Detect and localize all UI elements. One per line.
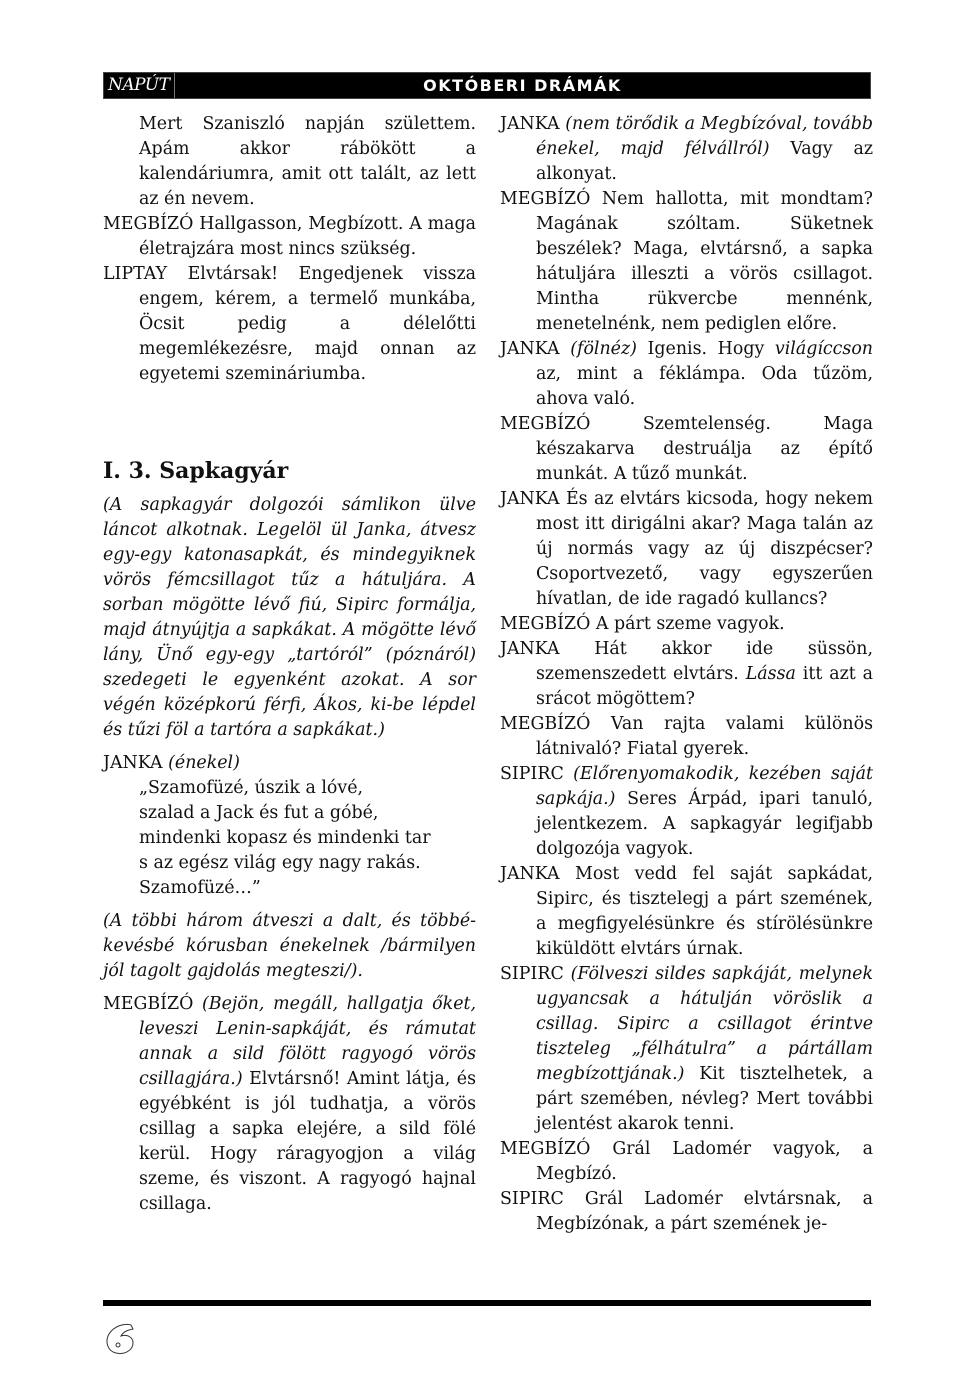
speech-megbizo <box>500 1137 873 1187</box>
speech-text: Grál Ladomér vagyok, a Megbízó. <box>536 1139 873 1184</box>
speaker-name: SIPIRC <box>500 1189 564 1209</box>
left-column <box>103 112 476 1217</box>
speech-megbizo <box>500 187 873 337</box>
speech-text: Elvtársnő! Amint látja, és egyébként is jól tudhatja, a vörös csillag a sapka elejére, a sild fölé kerül. Hogy ráragyogjon a világ szeme, és viszont. A ragyogó hajnal csillaga. <box>139 1069 476 1214</box>
speech-megbizo <box>500 412 873 487</box>
stage-direction-inline: (fölnéz) <box>570 339 637 359</box>
speech-janka <box>500 112 873 187</box>
speaker-name: MEGBÍZÓ <box>103 994 194 1014</box>
stage-direction: (A többi három átveszi a dalt, és többé-kevésbé kórusban énekelnek /bármilyen jól tagolt gajdolás megteszi/). <box>103 911 476 981</box>
song-line: szalad a Jack és fut a góbé, <box>139 803 379 823</box>
speech-text: Igenis. Hogy világíccson az, mint a féklámpa. Oda tűzöm, ahova való. <box>536 339 873 409</box>
speech-janka <box>500 637 873 712</box>
stage-direction-inline: (Bejön, megáll, hallgatja őket, leveszi Lenin-sapkáját, és rámutat annak a sild fölött ragyogó vörös csillagjára.) <box>139 994 476 1089</box>
song-lyrics <box>103 776 476 901</box>
stage-direction-inline: (Előrenyomakodik, kezében saját sapkája.) <box>536 764 874 809</box>
speech-continuation: Mert Szaniszló napján születtem. Apám akkor rábökött a kalendáriumra, amit ott talált, az lett az én nevem. <box>139 114 476 209</box>
speech-text: Nem hallotta, mit mondtam? Magának szóltam. Süketnek beszélek? Maga, elvtársnő, a sapka hátuljára illeszti a vörös csillagot. Mintha rükvercbe mennénk, menetelnénk, nem pediglen előre. <box>536 189 874 334</box>
speech-text: A párt szeme vagyok. <box>595 614 785 634</box>
speech-janka <box>500 487 873 612</box>
speech-text: Szemtelenség. Maga készakarva destruálja az építő munkát. A tűző munkát. <box>536 414 873 484</box>
speech-liptay <box>103 262 476 387</box>
speech-text: És az elvtárs kicsoda, hogy nekem most itt dirigálni akar? Maga talán az új normás vagy az új diszpécser? Csoportvezető, vagy egyszerűen hívatlan, de ide ragadó kullancs? <box>536 489 874 609</box>
footer-rule <box>103 1300 871 1306</box>
speaker-name: MEGBÍZÓ <box>500 189 591 209</box>
stage-direction: (A sapkagyár dolgozói sámlikon ülve láncot alkotnak. Legelöl ül Janka, átvesz egy-egy katonasapkát, és mindegyiknek vörös fémcsillagot tűz a hátuljára. A sorban mögötte lévő fiú, Sipirc formálja, majd átnyújtja a sapkákat. A mögötte lévő lány, Ünő egy-egy „tartóról” (póznáról) szedegeti le egyenként azokat. A sor végén középkorú férfi, Ákos, ki-be lépdel és tűzi föl a tartóra a sapkákat.) <box>103 495 476 740</box>
speaker-name: MEGBÍZÓ <box>500 614 591 634</box>
emphasis: Lássa <box>745 664 796 684</box>
speaker-name: SIPIRC <box>500 964 564 984</box>
speech-megbizo <box>500 612 873 637</box>
speaker-name: JANKA <box>500 864 560 884</box>
stage-direction-inline: (énekel) <box>168 753 240 773</box>
speaker-name: JANKA <box>500 339 560 359</box>
speaker-name: MEGBÍZÓ <box>103 214 194 234</box>
speech-janka <box>500 337 873 412</box>
speech-text: Vagy az alkonyat. <box>536 139 873 184</box>
song-line: „Szamofüzé, úszik a lóvé, <box>139 778 364 798</box>
speech-text: Hát akkor ide süssön, szemenszedett elvtárs. Lássa itt azt a srácot mögöttem? <box>536 639 874 709</box>
speaker-name: JANKA <box>500 489 560 509</box>
page-number <box>104 1322 138 1356</box>
speech-text: Kit tisztelhetek, a párt szemében, névleg? Mert további jelentést akarok tenni. <box>536 1064 873 1134</box>
speaker-name: JANKA <box>500 114 560 134</box>
speech-janka <box>500 862 873 962</box>
speech-megbizo <box>500 712 873 762</box>
speaker-name: MEGBÍZÓ <box>500 414 591 434</box>
speaker-name: JANKA <box>103 753 163 773</box>
speaker-name: MEGBÍZÓ <box>500 714 591 734</box>
song-line: Szamofüzé…” <box>139 878 261 898</box>
speech-text: Most vedd fel saját sapkádat, Sipirc, és tisztelegj a párt szemének, a megfigyelésünkre és stírölésünkre kiküldött elvtárs úrnak. <box>536 864 873 959</box>
speech-text: Hallgasson, Megbízott. A maga életrajzára most nincs szükség. <box>139 214 476 259</box>
speech-text: Grál Ladomér elvtársnak, a Megbízónak, a párt szemének je- <box>536 1189 874 1234</box>
speaker-name: MEGBÍZÓ <box>500 1139 591 1159</box>
stage-direction-inline: (Fölveszi sildes sapkáját, melynek ugyancsak a hátulján vöröslik a csillag. Sipirc a csillagot érintve tiszteleg „félhátulra” a pártállam megbízottjának.) <box>536 964 873 1084</box>
running-header <box>103 72 871 99</box>
stage-direction-inline: (nem törődik a Megbízóval, tovább énekel, majd félvállról) <box>536 114 873 159</box>
song-line: mindenki kopasz és mindenki tar <box>139 828 431 848</box>
header-title: OKTÓBERI DRÁMÁK <box>423 76 622 95</box>
speech-text: Seres Árpád, ipari tanuló, jelentkezem. A sapkagyár legifjabb dolgozója vagyok. <box>536 789 874 859</box>
naput-logo: NAPÚT <box>104 73 175 98</box>
speaker-name: LIPTAY <box>103 264 168 284</box>
speech-megbizo <box>103 992 476 1217</box>
speech-sipirc <box>500 762 873 862</box>
speech-sipirc <box>500 962 873 1137</box>
speaker-name: JANKA <box>500 639 560 659</box>
speech-megbizo <box>103 212 476 262</box>
speech-janka-song <box>103 751 476 776</box>
section-heading: I. 3. Sapkagyár <box>103 458 289 484</box>
song-line: s az egész világ egy nagy rakás. <box>139 853 421 873</box>
speech-text: Van rajta valami különös látnivaló? Fiatal gyerek. <box>536 714 873 759</box>
speaker-name: SIPIRC <box>500 764 564 784</box>
speech-sipirc <box>500 1187 873 1237</box>
speech-text: Elvtársak! Engedjenek vissza engem, kérem, a termelő munkába, Öcsit pedig a délelőtti megemlékezésre, majd onnan az egyetemi szemináriumba. <box>139 264 477 384</box>
emphasis: világíccson <box>774 339 873 359</box>
right-column <box>500 112 873 1237</box>
